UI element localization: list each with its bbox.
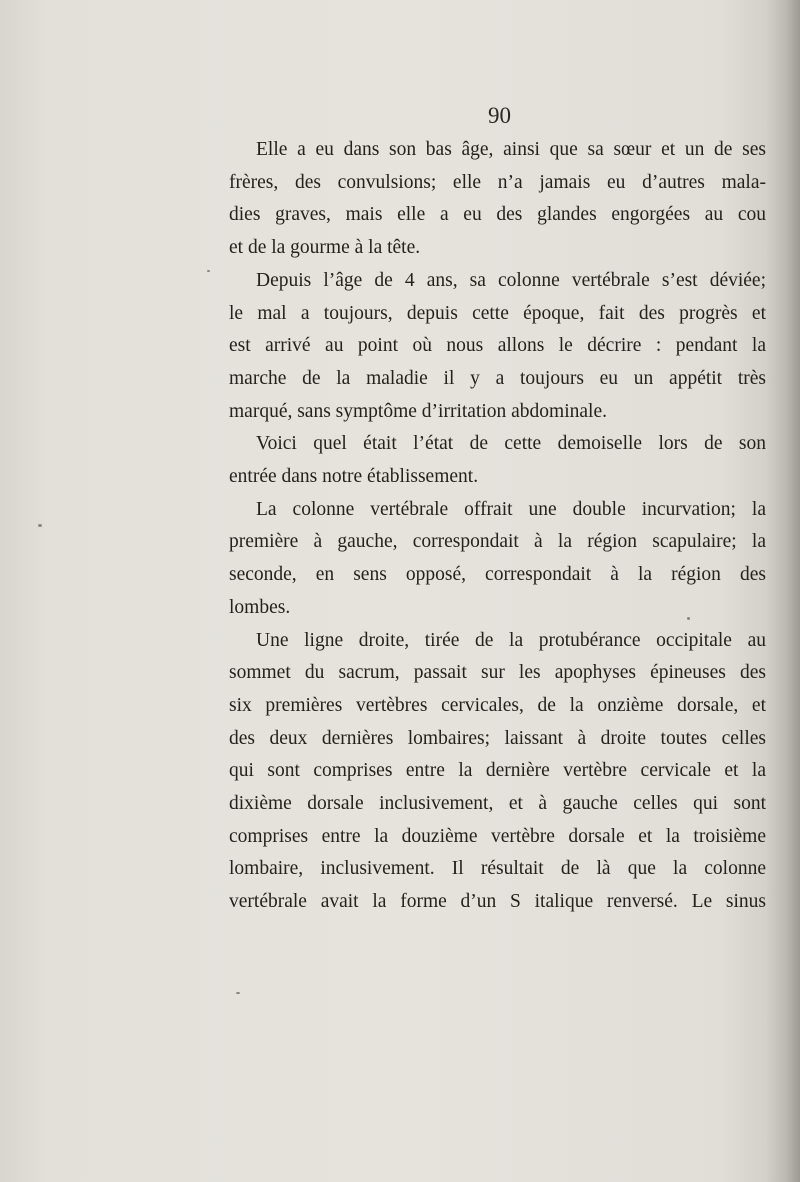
text-line: seconde, en sens opposé, correspondait à la région des [229, 564, 766, 586]
paragraph [229, 494, 766, 625]
text-line: dies graves, mais elle a eu des glandes engorgées au cou [229, 204, 766, 226]
paragraph [229, 428, 766, 493]
text-line: lombes. [229, 596, 291, 618]
paper-speck [207, 270, 210, 272]
text-line: marche de la maladie il y a toujours eu un appétit très [229, 367, 766, 389]
text-line: six premières vertèbres cervicales, de la onzième dorsale, et [229, 694, 766, 716]
text-line: qui sont comprises entre la dernière vertèbre cervicale et la [229, 760, 766, 782]
body-text [229, 134, 766, 919]
paragraph [229, 134, 766, 265]
text-line: est arrivé au point où nous allons le décrire : pendant la [229, 335, 766, 357]
text-line: entrée dans notre établissement. [229, 466, 479, 488]
text-line: frères, des convulsions; elle n’a jamais eu d’autres mala- [229, 171, 766, 193]
text-line: lombaire, inclusivement. Il résultait de là que la colonne [229, 858, 766, 880]
text-line: La colonne vertébrale offrait une double incurvation; la [256, 498, 766, 520]
text-line: Voici quel était l’état de cette demoiselle lors de son [256, 433, 766, 455]
text-line: sommet du sacrum, passait sur les apophyses épineuses des [229, 662, 766, 684]
paper-speck [687, 617, 690, 620]
text-line: première à gauche, correspondait à la région scapulaire; la [229, 531, 766, 553]
text-line: comprises entre la douzième vertèbre dorsale et la troisième [229, 825, 766, 847]
text-line: le mal a toujours, depuis cette époque, fait des progrès et [229, 302, 766, 324]
page-number: 90 [488, 103, 511, 128]
paper-speck [38, 524, 42, 527]
paragraph [229, 265, 766, 429]
text-line: marqué, sans symptôme d’irritation abdominale. [229, 400, 607, 422]
paragraph [229, 625, 766, 919]
paper-speck [236, 992, 240, 994]
text-line: Depuis l’âge de 4 ans, sa colonne vertébrale s’est déviée; [256, 269, 766, 291]
text-line: Une ligne droite, tirée de la protubérance occipitale au [256, 629, 766, 651]
text-line: et de la gourme à la tête. [229, 237, 421, 259]
text-line: dixième dorsale inclusivement, et à gauche celles qui sont [229, 793, 766, 815]
page-edge-shadow [766, 0, 800, 1182]
text-line: vertébrale avait la forme d’un S italique renversé. Le sinus [229, 891, 766, 913]
text-line: des deux dernières lombaires; laissant à droite toutes celles [229, 727, 766, 749]
text-line: Elle a eu dans son bas âge, ainsi que sa sœur et un de ses [256, 139, 766, 160]
